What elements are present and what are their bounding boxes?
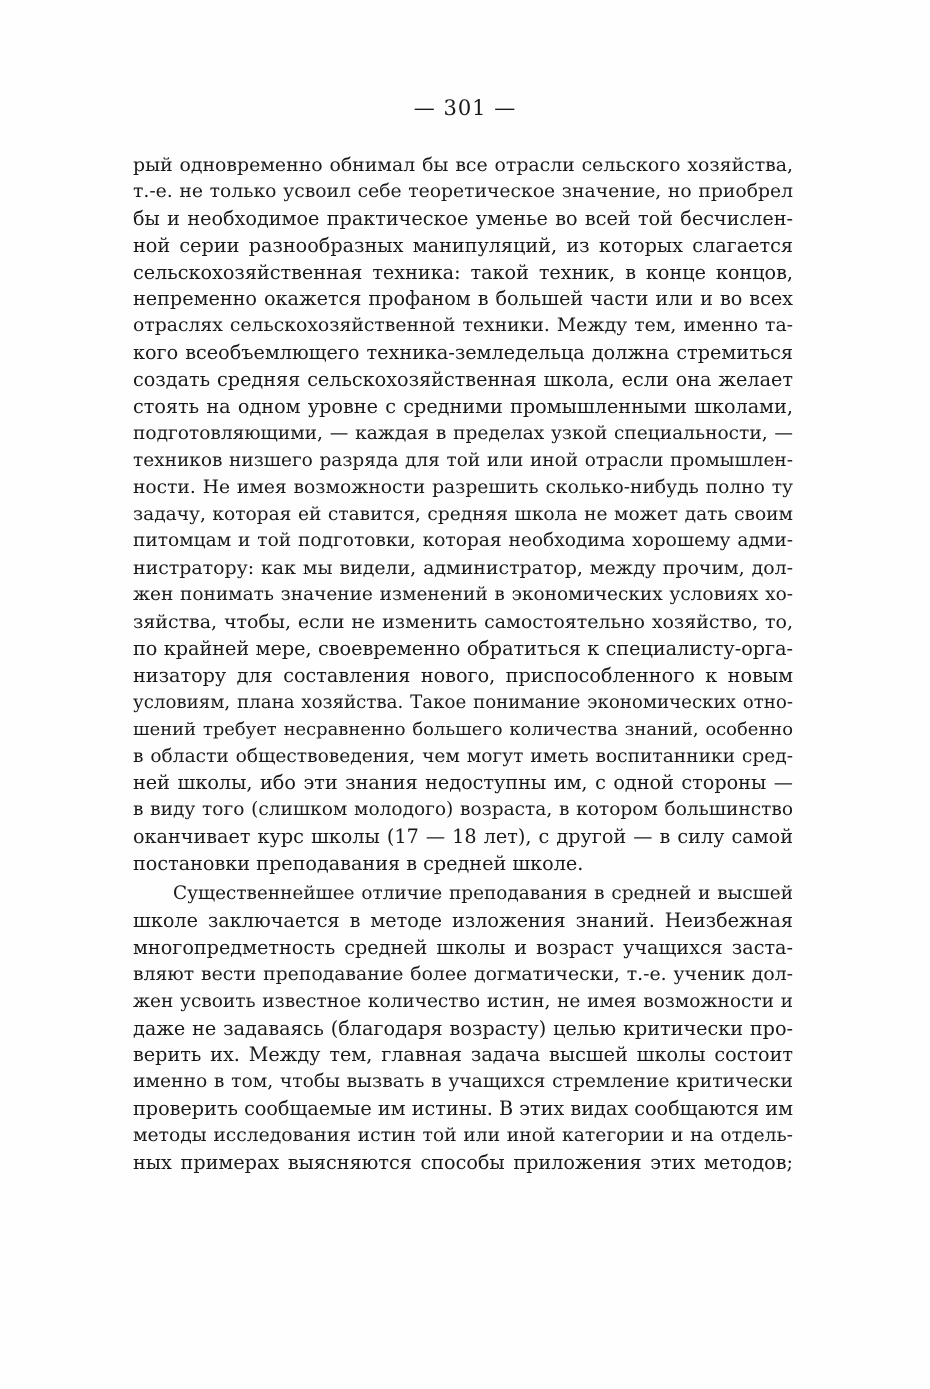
text-line: именно в том, чтобы вызвать в учащихся стремление критически [133, 1071, 793, 1093]
text-line: ней школы, ибо эти знания недоступны им, с одной стороны — [133, 771, 793, 795]
text-line: нистратору: как мы видели, администратор, между прочим, дол- [133, 557, 793, 580]
text-line: шений требует несравненно большего количества знаний, особенно [133, 718, 793, 740]
paragraph-2 [133, 881, 793, 1177]
text-line: т.-е. не только усвоил себе теоретическое значение, но приобрел [133, 180, 793, 202]
text-line: ности. Не имея возможности разрешить сколько-нибудь полно ту [133, 476, 793, 498]
text-line: проверить сообщаемые им истины. В этих видах сообщаются им [133, 1097, 793, 1121]
page-number: — 301 — [413, 96, 517, 120]
text-line: отраслях сельскохозяйственной техники. Между тем, именно та- [133, 315, 793, 337]
text-line: бы и необходимое практическое уменье во всей той бесчислен- [133, 206, 793, 230]
text-line: задачу, которая ей ставится, средняя школа не может дать своим [133, 503, 793, 525]
text-line: ной серии разнообразных манипуляций, из которых слагается [133, 233, 793, 257]
text-line: многопредметность средней школы и возраст учащихся заста- [133, 935, 793, 959]
text-line: вляют вести преподавание более догматически, т.-е. ученик дол- [133, 963, 793, 985]
text-line: низатору для составления нового, приспособленного к новым [133, 663, 793, 687]
text-line: Существеннейшее отличие преподавания в средней и высшей [173, 883, 793, 905]
text-line: условиям, плана хозяйства. Такое понимание экономических отно- [133, 691, 793, 713]
text-line: в области обществоведения, чем могут иметь воспитанники сред- [133, 745, 793, 767]
text-line: питомцам и той подготовки, которая необходима хорошему адми- [133, 530, 793, 552]
text-line: по крайней мере, своевременно обратиться к специалисту-орга- [133, 637, 793, 661]
text-line: ных примерах выясняются способы приложения этих методов; [133, 1150, 793, 1174]
text-line: методы исследования истин той или иной категории и на отдель- [133, 1125, 793, 1147]
text-line: сельскохозяйственная техника: такой техник, в конце концов, [133, 260, 793, 284]
text-line: зяйства, чтобы, если не изменить самостоятельно хозяйство, то, [133, 611, 793, 634]
text-line: создать средняя сельскохозяйственная школа, если она желает [133, 368, 793, 392]
text-line: школе заключается в методе изложения знаний. Неизбежная [133, 908, 793, 932]
text-line: постановки преподавания в средней школе. [133, 852, 584, 876]
text-line: жен усвоить известное количество истин, не имея возможности и [133, 990, 793, 1012]
body-text [133, 152, 793, 1177]
text-line: в виду того (слишком молодого) возраста, в котором большинство [133, 799, 793, 821]
text-line: рый одновременно обнимал бы все отрасли сельского хозяйства, [133, 154, 793, 176]
text-line: подготовляющими, — каждая в пределах узкой специальности, — [133, 422, 793, 444]
text-line: оканчивает курс школы (17 — 18 лет), с другой — в силу самой [133, 825, 793, 849]
text-line: верить их. Между тем, главная задача высшей школы состоит [133, 1043, 793, 1067]
text-line: стоять на одном уровне с средними промышленными школами, [133, 395, 793, 419]
text-line: кого всеобъемлющего техника-земледельца должна стремиться [133, 341, 793, 365]
text-line: непременно окажется профаном в большей части или и во всех [133, 287, 793, 311]
text-line: даже не задаваясь (благодаря возрасту) целью критически про- [133, 1016, 793, 1040]
text-line: техников низшего разряда для той или иной отрасли промышлен- [133, 449, 793, 471]
paragraph-1 [133, 152, 793, 878]
text-line: жен понимать значение изменений в экономических условиях хо- [133, 584, 793, 606]
